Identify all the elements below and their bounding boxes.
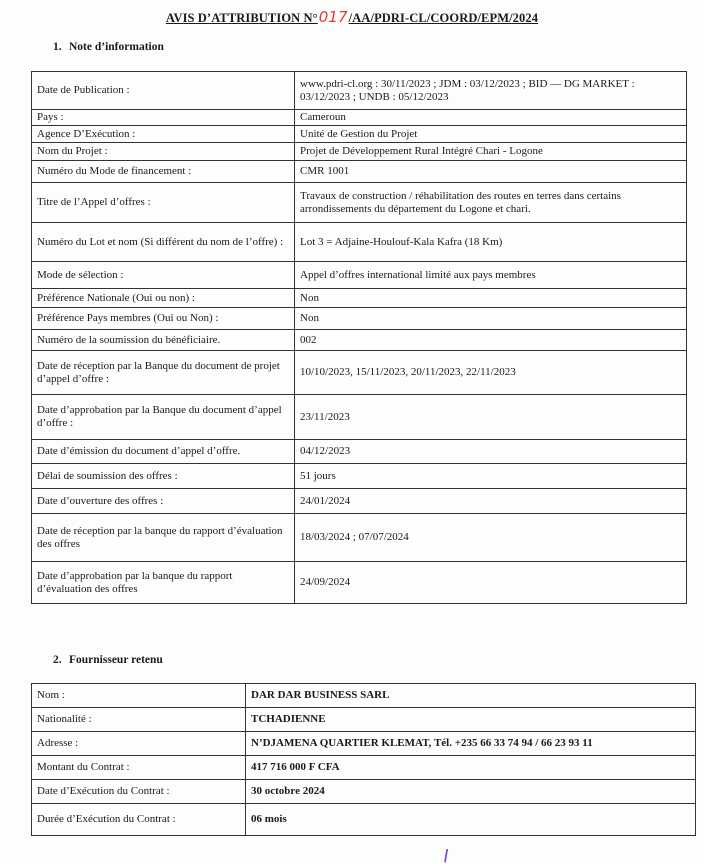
row-value: Non — [295, 289, 687, 308]
row-value: TCHADIENNE — [246, 708, 696, 732]
row-value: 18/03/2024 ; 07/07/2024 — [295, 514, 687, 562]
row-label: Agence D’Exécution : — [32, 126, 295, 143]
row-value: www.pdri-cl.org : 30/11/2023 ; JDM : 03/12/2023 ; BID — DG MARKET : 03/12/2023 ; UNDB : 05/12/2023 — [295, 72, 687, 110]
supplier-table — [31, 683, 696, 836]
table-row — [32, 330, 687, 351]
row-value: 30 octobre 2024 — [246, 780, 696, 804]
table-row — [32, 562, 687, 604]
row-label: Mode de sélection : — [32, 262, 295, 289]
table-row — [32, 351, 687, 395]
table-row — [32, 289, 687, 308]
row-value: Travaux de construction / réhabilitation des routes en terres dans certains arrondissements du département du Logone et chari. — [295, 183, 687, 223]
row-value: Unité de Gestion du Projet — [295, 126, 687, 143]
row-label: Date de Publication : — [32, 72, 295, 110]
table-row — [32, 440, 687, 464]
table-row — [32, 223, 687, 262]
row-label: Adresse : — [32, 732, 246, 756]
row-value: 24/01/2024 — [295, 489, 687, 514]
row-label: Date d’ouverture des offres : — [32, 489, 295, 514]
section-1-number: 1. — [53, 41, 62, 53]
table-row — [32, 183, 687, 223]
row-value: Non — [295, 308, 687, 330]
row-label: Préférence Nationale (Oui ou non) : — [32, 289, 295, 308]
table-row — [32, 126, 687, 143]
table-row — [32, 732, 696, 756]
row-value: Appel d’offres international limité aux pays membres — [295, 262, 687, 289]
pen-mark — [444, 849, 452, 864]
row-label: Date de réception par la banque du rapport d’évaluation des offres — [32, 514, 295, 562]
table-row — [32, 395, 687, 440]
row-label: Titre de l’Appel d’offres : — [32, 183, 295, 223]
row-value: DAR DAR BUSINESS SARL — [246, 684, 696, 708]
table-row — [32, 143, 687, 161]
row-label: Date d’approbation par la Banque du document d’appel d’offre : — [32, 395, 295, 440]
row-label: Numéro de la soumission du bénéficiaire. — [32, 330, 295, 351]
row-value: Lot 3 = Adjaine-Houlouf-Kala Kafra (18 Km) — [295, 223, 687, 262]
row-label: Numéro du Lot et nom (Si différent du nom de l’offre) : — [32, 223, 295, 262]
information-table — [31, 71, 687, 604]
section-2-heading — [53, 654, 163, 666]
row-label: Délai de soumission des offres : — [32, 464, 295, 489]
row-label: Nom : — [32, 684, 246, 708]
table-row — [32, 708, 696, 732]
row-value: N’DJAMENA QUARTIER KLEMAT, Tél. +235 66 33 74 94 / 66 23 93 11 — [246, 732, 696, 756]
row-value: 23/11/2023 — [295, 395, 687, 440]
row-value: 06 mois — [246, 804, 696, 836]
table-row — [32, 514, 687, 562]
row-value: 417 716 000 F CFA — [246, 756, 696, 780]
row-label: Numéro du Mode de financement : — [32, 161, 295, 183]
row-label: Date d’émission du document d’appel d’offre. — [32, 440, 295, 464]
title-prefix: AVIS D’ATTRIBUTION N° — [165, 11, 318, 25]
title-suffix: /AA/PDRI-CL/COORD/EPM/2024 — [348, 11, 539, 25]
section-1-heading — [53, 41, 164, 53]
row-label: Nom du Projet : — [32, 143, 295, 161]
row-value: 51 jours — [295, 464, 687, 489]
section-1-title: Note d’information — [69, 41, 164, 53]
row-value: Cameroun — [295, 110, 687, 126]
table-row — [32, 262, 687, 289]
row-label: Date d’approbation par la banque du rapport d’évaluation des offres — [32, 562, 295, 604]
row-label: Date de réception par la Banque du document de projet d’appel d’offre : — [32, 351, 295, 395]
table-row — [32, 110, 687, 126]
row-label: Nationalité : — [32, 708, 246, 732]
row-value: 002 — [295, 330, 687, 351]
row-value: 04/12/2023 — [295, 440, 687, 464]
row-label: Préférence Pays membres (Oui ou Non) : — [32, 308, 295, 330]
row-value: CMR 1001 — [295, 161, 687, 183]
table-row — [32, 464, 687, 489]
table-row — [32, 780, 696, 804]
row-label: Durée d’Exécution du Contrat : — [32, 804, 246, 836]
table-row — [32, 489, 687, 514]
row-value: 10/10/2023, 15/11/2023, 20/11/2023, 22/11/2023 — [295, 351, 687, 395]
table-row — [32, 804, 696, 836]
table-row — [32, 684, 696, 708]
table-row — [32, 161, 687, 183]
row-label: Montant du Contrat : — [32, 756, 246, 780]
row-value: Projet de Développement Rural Intégré Chari - Logone — [295, 143, 687, 161]
page-title — [0, 8, 704, 26]
handwritten-number: 017 — [318, 8, 348, 26]
table-row — [32, 308, 687, 330]
table-row — [32, 72, 687, 110]
section-2-number: 2. — [53, 654, 62, 666]
row-value: 24/09/2024 — [295, 562, 687, 604]
row-label: Date d’Exécution du Contrat : — [32, 780, 246, 804]
row-label: Pays : — [32, 110, 295, 126]
section-2-title: Fournisseur retenu — [69, 654, 163, 666]
table-row — [32, 756, 696, 780]
